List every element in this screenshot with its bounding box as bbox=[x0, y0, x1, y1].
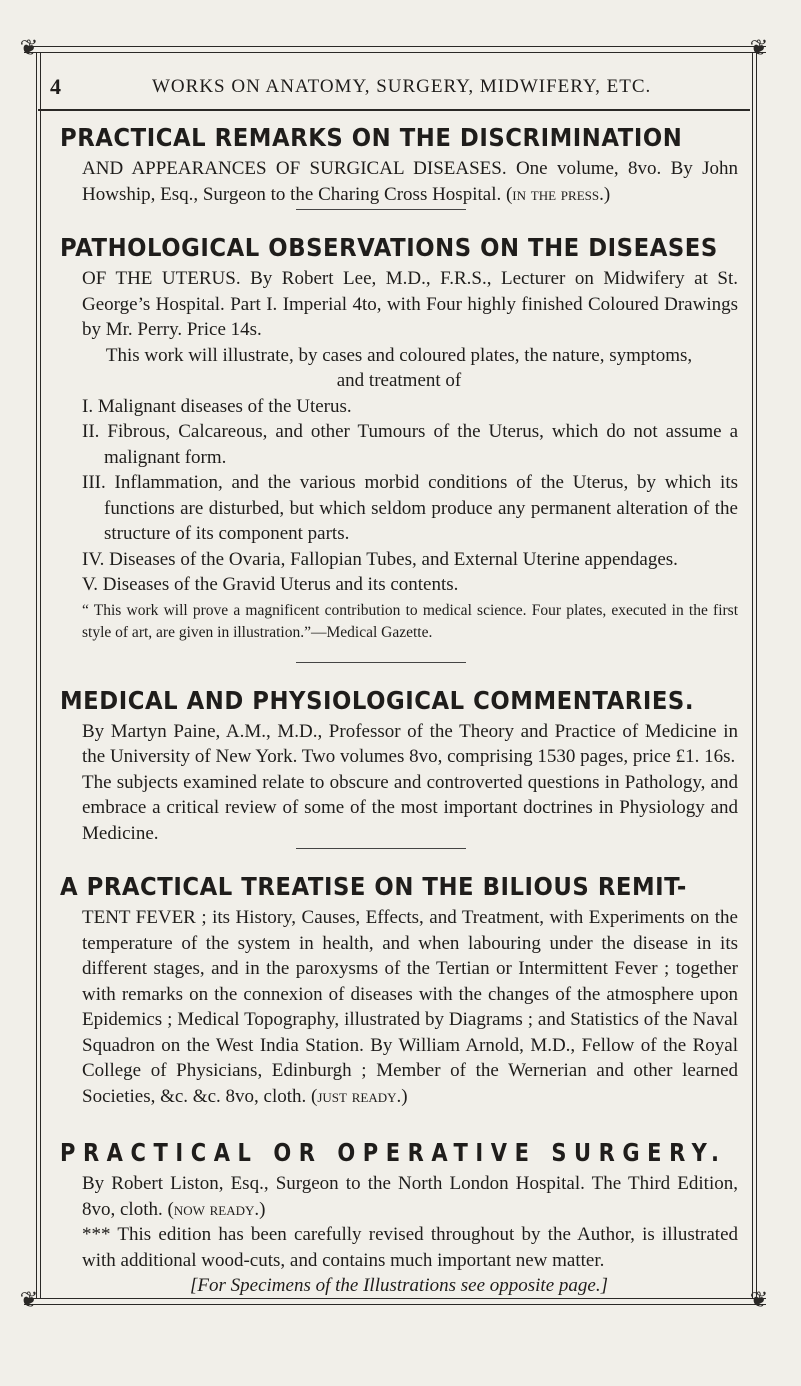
list-item: I. Malignant diseases of the Uterus. bbox=[82, 395, 352, 417]
list-item: V. Diseases of the Gravid Uterus and its contents. bbox=[82, 574, 459, 595]
entry-status: (just ready.) bbox=[311, 1085, 408, 1107]
entry-subtitle: OF THE UTERUS. bbox=[82, 268, 241, 289]
header-rule bbox=[38, 109, 750, 111]
entry-title: MEDICAL AND PHYSIOLOGICAL COMMENTARIES. bbox=[60, 685, 695, 715]
catalogue-entry bbox=[60, 869, 738, 1109]
entry-status: (now ready.) bbox=[167, 1198, 266, 1220]
entry-details bbox=[82, 156, 738, 207]
entry-details: By Martyn Paine, A.M., M.D., Professor of the Theory and Practice of Medicine in the University of New York. Two volumes 8vo, comprising 1530 pages, price £1. 16s. bbox=[82, 720, 738, 767]
list-item: III. Inflammation, and the various morbid conditions of the Uterus, by which its functions are disturbed, but which seldom produce any permanent alteration of the structure of its component parts. bbox=[82, 472, 738, 544]
entry-title: A PRACTICAL TREATISE ON THE BILIOUS REMIT- bbox=[60, 872, 687, 901]
entry-title: PRACTICAL REMARKS ON THE DISCRIMINATION bbox=[60, 123, 683, 152]
corner-ornament-icon: ❦ bbox=[749, 1288, 769, 1313]
entry-details bbox=[82, 266, 738, 343]
ornamental-border-bottom bbox=[24, 1298, 766, 1305]
ornamental-border-left bbox=[36, 52, 41, 1298]
ornamental-border-right bbox=[752, 52, 757, 1298]
catalogue-entry bbox=[60, 230, 738, 663]
entry-details bbox=[82, 1171, 738, 1222]
list-item: II. Fibrous, Calcareous, and other Tumours of the Uterus, which do not assume a malignant form. bbox=[82, 421, 738, 468]
corner-ornament-icon: ❦ bbox=[19, 1288, 39, 1313]
entry-subtitle: AND APPEARANCES OF SURGICAL DISEASES. bbox=[82, 158, 507, 179]
entry-details-text: By Robert Liston, Esq., Surgeon to the North London Hospital. The Third Edition, 8vo, cloth. bbox=[82, 1173, 738, 1220]
page-number: 4 bbox=[50, 74, 61, 99]
entry-status: (in the press.) bbox=[505, 183, 611, 205]
corner-ornament-icon: ❦ bbox=[749, 36, 769, 61]
press-quote: “ This work will prove a magnificent contribution to medical science. Four plates, executed in the first style of art, are given in illustration.”—Medical Gazette. bbox=[82, 601, 738, 641]
entry-description: The subjects examined relate to obscure and controverted questions in Pathology, and embrace a critical review of some of the most important doctrines in Physiology and Medicine. bbox=[82, 771, 738, 844]
list-item: IV. Diseases of the Ovaria, Fallopian Tubes, and External Uterine appendages. bbox=[82, 548, 678, 570]
catalogue-entry bbox=[60, 120, 738, 210]
corner-ornament-icon: ❦ bbox=[19, 36, 39, 61]
catalogue-entry bbox=[60, 683, 738, 850]
ornamental-border-top bbox=[24, 46, 766, 53]
entry-note: *** This edition has been carefully revised throughout by the Author, is illustrated with additional wood-cuts, and contains much important new matter. bbox=[82, 1224, 738, 1271]
footer-note: [For Specimens of the Illustrations see opposite page.] bbox=[190, 1275, 608, 1296]
page-header bbox=[50, 74, 740, 104]
entry-details bbox=[82, 905, 738, 1109]
running-head: WORKS ON ANATOMY, SURGERY, MIDWIFERY, ETC. bbox=[152, 76, 652, 97]
catalogue-content bbox=[60, 118, 738, 1299]
entry-description: This work will illustrate, by cases and coloured plates, the nature, symptoms, and treatment of bbox=[105, 344, 693, 391]
entry-details-text: By Robert Lee, M.D., F.R.S., Lecturer on Midwifery at St. George’s Hospital. Part I. Imperial 4to, with Four highly finished Coloured Drawings by Mr. Perry. Price 14s. bbox=[82, 268, 738, 340]
entry-title: PATHOLOGICAL OBSERVATIONS ON THE DISEASES bbox=[60, 233, 718, 262]
entry-details-text: TENT FEVER ; its History, Causes, Effects, and Treatment, with Experiments on the temperature of the system in health, and when labouring under the disease in its different stages, and in the paroxysms of the Tertian or Intermittent Fever ; together with remarks on the connexion of diseases with the changes of the atmosphere upon Epidemics ; Medical Topography, illustrated by Diagrams ; and Statistics of the Naval Squadron on the West India Station. By William Arnold, M.D., Fellow of the Royal College of Physicians, Edinburgh ; Member of the Wernerian and other learned Societies, &c. &c. 8vo, cloth. bbox=[82, 907, 738, 1107]
catalogue-entry bbox=[60, 1135, 738, 1299]
entry-details-text: One volume, 8vo. By John Howship, Esq., Surgeon to the Charing Cross Hospital. bbox=[82, 158, 738, 205]
entry-title: PRACTICAL OR OPERATIVE SURGERY. bbox=[60, 1138, 727, 1167]
